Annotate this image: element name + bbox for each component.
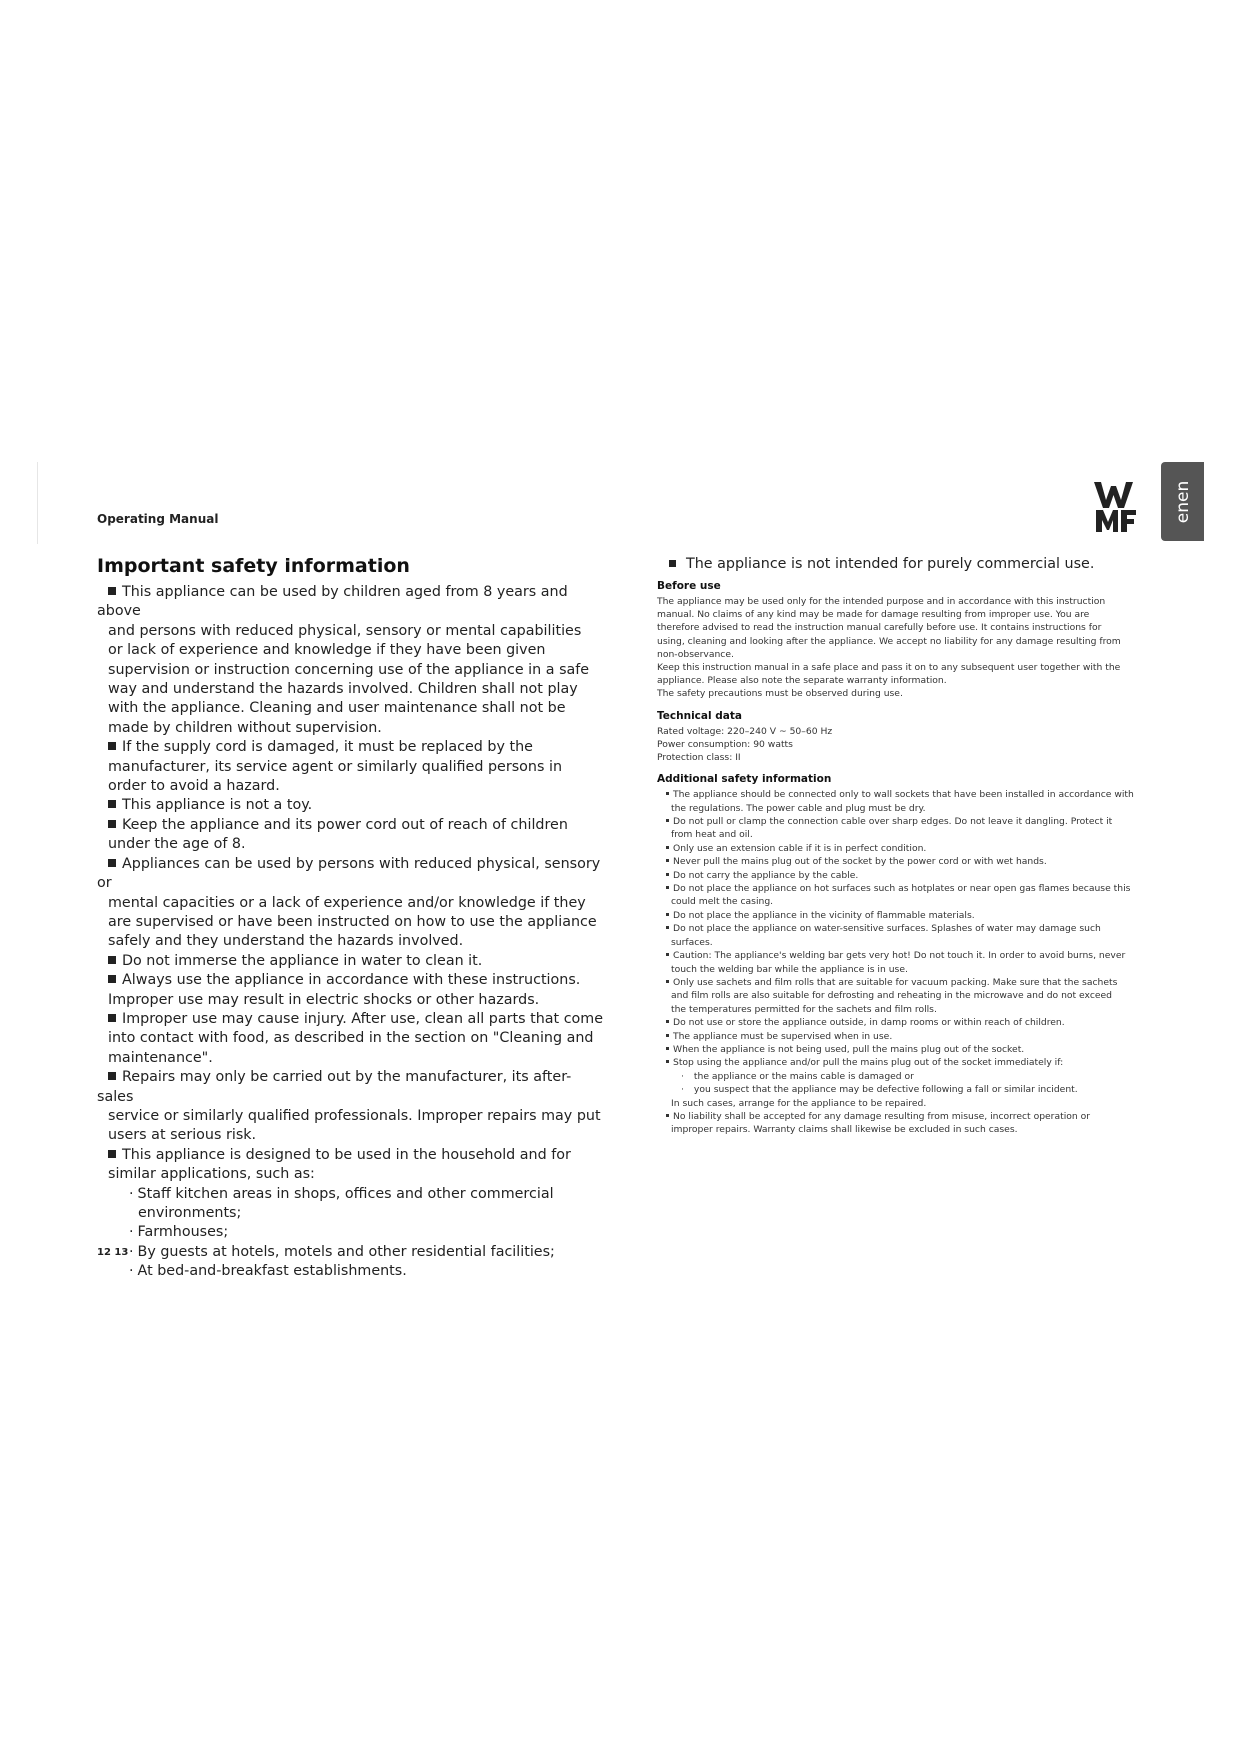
bullet-icon (666, 1020, 669, 1023)
bullet-icon (108, 859, 116, 867)
bullet-icon (666, 859, 669, 862)
safety-line: This appliance is not a toy. (97, 796, 607, 815)
bullet-icon (108, 742, 116, 750)
safety-line: users at serious risk. (108, 1127, 257, 1144)
technical-data-line: Protection class: II (657, 752, 741, 764)
bullet-icon (108, 587, 116, 595)
safety-line: Always use the appliance in accordance with these instructions. (97, 971, 607, 990)
before-use-heading: Before use (657, 580, 721, 592)
safety-line: maintenance". (108, 1049, 213, 1066)
bullet-icon (666, 980, 669, 983)
repair-note: In such cases, arrange for the appliance to be repaired. (671, 1097, 927, 1109)
additional-safety-line: touch the welding bar while the appliance is in use. (671, 963, 908, 975)
bullet-icon (669, 560, 676, 567)
safety-line: This appliance can be used by children aged from 8 years and above (97, 584, 568, 620)
household-applications-list (97, 1185, 607, 1282)
safety-line: or lack of experience and knowledge if they have been given (108, 642, 546, 659)
safety-line: Improper use may result in electric shocks or other hazards. (108, 991, 540, 1008)
technical-data-list (657, 725, 1137, 765)
additional-safety-line: The appliance should be connected only to wall sockets that have been installed in accordance with (657, 788, 1137, 801)
before-use-line: manual. No claims of any kind may be made for damage resulting from improper use. You are (657, 609, 1090, 621)
bullet-icon (666, 1114, 669, 1117)
bullet-icon (108, 800, 116, 808)
bullet-icon (108, 820, 116, 828)
bullet-icon (666, 873, 669, 876)
additional-safety-line: Do not pull or clamp the connection cable over sharp edges. Do not leave it dangling. Protect it (657, 815, 1137, 828)
bullet-icon (666, 819, 669, 822)
safety-line: safely and they understand the hazards involved. (108, 933, 464, 950)
bullet-icon (666, 953, 669, 956)
technical-data-line: Rated voltage: 220–240 V ~ 50–60 Hz (657, 725, 833, 737)
additional-safety-list (657, 788, 1137, 1137)
additional-safety-line: Only use an extension cable if it is in perfect condition. (657, 842, 1137, 855)
application-item: · By guests at hotels, motels and other residential facilities; (129, 1243, 555, 1260)
safety-line: mental capacities or a lack of experience and/or knowledge if they (108, 894, 586, 911)
safety-line: service or similarly qualified professionals. Improper repairs may put (108, 1107, 601, 1124)
before-use-line: using, cleaning and looking after the appliance. We accept no liability for any damage resulting from (657, 635, 1121, 647)
additional-safety-line: The appliance must be supervised when in use. (657, 1030, 1137, 1043)
additional-safety-line: Do not place the appliance on water-sensitive surfaces. Splashes of water may damage such (657, 922, 1137, 935)
application-item: · Farmhouses; (129, 1224, 229, 1241)
additional-safety-line: No liability shall be accepted for any damage resulting from misuse, incorrect operation or (657, 1110, 1137, 1123)
application-item: · At bed-and-breakfast establishments. (129, 1263, 407, 1280)
additional-safety-line: Caution: The appliance's welding bar gets very hot! Do not touch it. In order to avoid burns, never (657, 949, 1137, 962)
language-tab-label: enen (1172, 480, 1193, 523)
additional-safety-subitem: · the appliance or the mains cable is damaged or (681, 1070, 914, 1082)
bullet-icon (666, 846, 669, 849)
safety-line: way and understand the hazards involved. Children shall not play (108, 681, 578, 698)
technical-data-heading: Technical data (657, 709, 742, 722)
dot-marker: · (681, 1070, 684, 1082)
dot-marker: · (129, 1263, 134, 1280)
bullet-icon (108, 975, 116, 983)
additional-safety-line: Do not use or store the appliance outside, in damp rooms or within reach of children. (657, 1016, 1137, 1029)
safety-line: order to avoid a hazard. (108, 778, 280, 795)
safety-line: Keep the appliance and its power cord out of reach of children (97, 816, 607, 835)
additional-safety-line: could melt the casing. (671, 896, 774, 908)
additional-safety-line: Do not place the appliance on hot surfaces such as hotplates or near open gas flames because this (657, 882, 1137, 895)
additional-safety-subitem: · you suspect that the appliance may be defective following a fall or similar incident. (681, 1084, 1078, 1096)
additional-safety-line: surfaces. (671, 936, 713, 948)
additional-safety-line: Stop using the appliance and/or pull the mains plug out of the socket immediately if: (657, 1056, 1137, 1069)
additional-safety-line: When the appliance is not being used, pull the mains plug out of the socket. (657, 1043, 1137, 1056)
safety-line: and persons with reduced physical, sensory or mental capabilities (108, 622, 582, 639)
additional-safety-line: Only use sachets and film rolls that are suitable for vacuum packing. Make sure that the sachets (657, 976, 1137, 989)
additional-safety-line: the temperatures permitted for the sachets and film rolls. (671, 1003, 937, 1015)
crop-mark (37, 462, 38, 544)
info-column (657, 555, 1137, 1137)
safety-line: under the age of 8. (108, 836, 246, 853)
additional-safety-line: improper repairs. Warranty claims shall likewise be excluded in such cases. (671, 1124, 1018, 1136)
safety-line: with the appliance. Cleaning and user maintenance shall not be (108, 700, 566, 717)
safety-line: into contact with food, as described in the section on "Cleaning and (108, 1030, 594, 1047)
safety-line: Do not immerse the appliance in water to clean it. (97, 952, 607, 971)
language-tab[interactable] (1161, 462, 1204, 541)
dot-marker: · (129, 1243, 134, 1260)
bullet-icon (666, 886, 669, 889)
bullet-icon (666, 792, 669, 795)
section-title: Important safety information (97, 555, 410, 577)
before-use-line: Keep this instruction manual in a safe place and pass it on to any subsequent user together with the (657, 662, 1121, 674)
additional-safety-line: Do not place the appliance in the vicinity of flammable materials. (657, 909, 1137, 922)
before-use-line: non-observance. (657, 648, 734, 660)
page-numbers: 12 13 (97, 1247, 129, 1258)
before-use-line: appliance. Please also note the separate warranty information. (657, 675, 947, 687)
technical-data-line: Power consumption: 90 watts (657, 738, 793, 750)
additional-safety-line: and film rolls are also suitable for defrosting and reheating in the microwave and do not exceed (671, 990, 1113, 1002)
safety-line: made by children without supervision. (108, 719, 382, 736)
bullet-icon (108, 1072, 116, 1080)
dot-marker: · (129, 1224, 134, 1241)
additional-safety-line: the regulations. The power cable and plug must be dry. (671, 802, 926, 814)
before-use-line: The safety precautions must be observed during use. (657, 688, 903, 700)
application-item: environments; (138, 1205, 242, 1221)
wmf-logo (1092, 480, 1140, 534)
safety-line: supervision or instruction concerning use of the appliance in a safe (108, 661, 590, 678)
safety-list (97, 583, 607, 1185)
additional-safety-line: Never pull the mains plug out of the socket by the power cord or with wet hands. (657, 855, 1137, 868)
safety-line: Improper use may cause injury. After use, clean all parts that come (97, 1010, 607, 1029)
safety-line: Appliances can be used by persons with reduced physical, sensory or (97, 855, 601, 892)
safety-line: Repairs may only be carried out by the manufacturer, its after-sales (97, 1069, 572, 1105)
additional-safety-line: from heat and oil. (671, 829, 753, 841)
bullet-icon (108, 956, 116, 964)
bullet-icon (108, 1150, 116, 1158)
application-item: · Staff kitchen areas in shops, offices and other commercial (129, 1185, 554, 1202)
before-use-line: The appliance may be used only for the intended purpose and in accordance with this instruction (657, 596, 1106, 607)
bullet-icon (666, 1034, 669, 1037)
bullet-icon (666, 926, 669, 929)
bullet-icon (108, 1014, 116, 1022)
safety-line: similar applications, such as: (108, 1166, 315, 1183)
header-title: Operating Manual (97, 512, 219, 526)
dot-marker: · (681, 1084, 684, 1096)
before-use-text (657, 595, 1137, 701)
safety-column (97, 555, 607, 1282)
bullet-icon (666, 1060, 669, 1063)
commercial-use-note: The appliance is not intended for purely commercial use. (657, 555, 1137, 574)
additional-safety-heading: Additional safety information (657, 773, 832, 786)
safety-line: This appliance is designed to be used in the household and for (97, 1146, 607, 1165)
additional-safety-line: Do not carry the appliance by the cable. (657, 869, 1137, 882)
safety-line: If the supply cord is damaged, it must be replaced by the (97, 738, 607, 757)
bullet-icon (666, 913, 669, 916)
dot-marker: · (129, 1185, 134, 1202)
safety-line: manufacturer, its service agent or similarly qualified persons in (108, 758, 563, 775)
bullet-icon (666, 1047, 669, 1050)
before-use-line: therefore advised to read the instruction manual carefully before use. It contains instructions for (657, 622, 1102, 634)
safety-line: are supervised or have been instructed on how to use the appliance (108, 913, 597, 930)
